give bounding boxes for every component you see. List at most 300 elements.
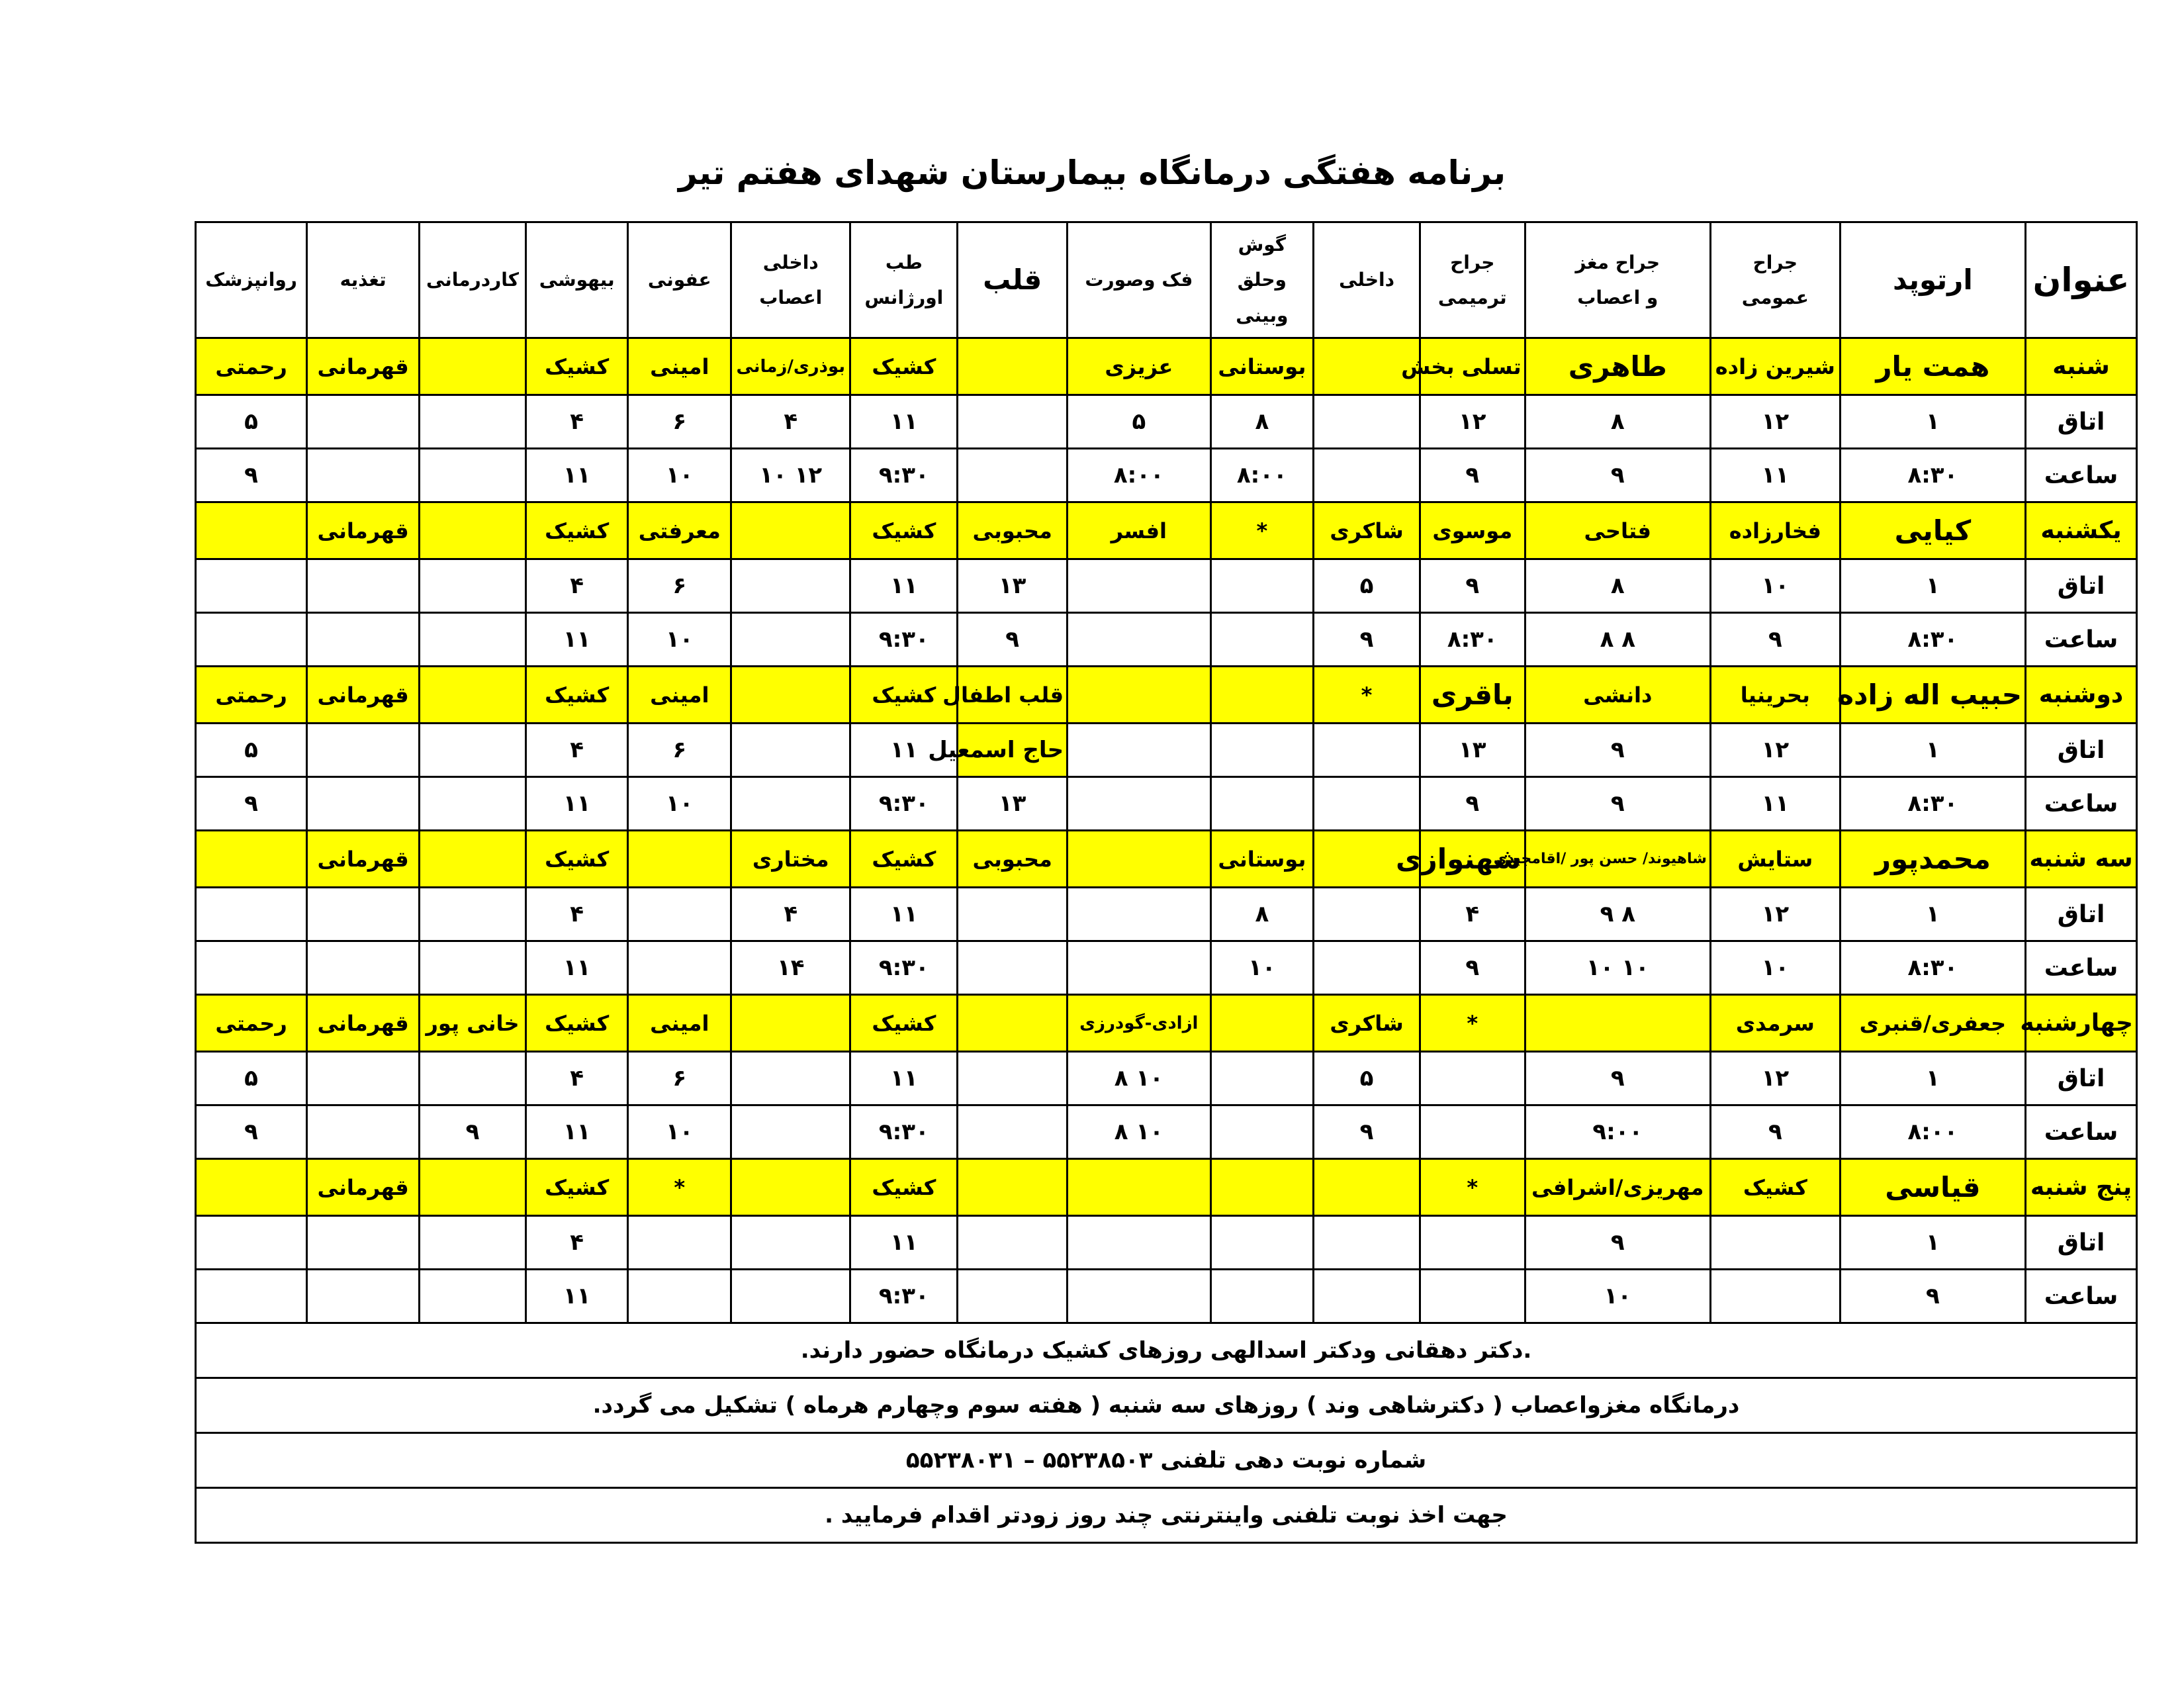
schedule-cell: عزیزی (1068, 338, 1210, 395)
time-row (196, 449, 2137, 502)
schedule-cell: شاکری (1314, 502, 1420, 559)
schedule-cell (307, 395, 420, 449)
room-row (196, 559, 2137, 613)
schedule-cell: ۹ (1420, 941, 1525, 995)
schedule-cell: ۵ (1314, 1052, 1420, 1105)
schedule-cell (307, 941, 420, 995)
schedule-cell: ۵ (196, 395, 307, 449)
schedule-cell (420, 559, 526, 613)
row-label: دوشنبه (2026, 667, 2137, 724)
schedule-cell: ۸ ۸ (1525, 613, 1710, 667)
schedule-cell: کشیک (525, 338, 628, 395)
schedule-cell (1210, 1159, 1314, 1216)
schedule-cell (420, 338, 526, 395)
schedule-cell (307, 888, 420, 941)
schedule-cell: ۴ (1420, 888, 1525, 941)
day-row (196, 831, 2137, 888)
time-row (196, 613, 2137, 667)
schedule-cell: ۱ (1840, 888, 2025, 941)
schedule-cell (1420, 1052, 1525, 1105)
schedule-cell (958, 1159, 1068, 1216)
row-label: چهارشنبه (2026, 995, 2137, 1052)
schedule-cell: ۸ (1210, 395, 1314, 449)
row-label: ساعت (2026, 1270, 2137, 1323)
schedule-cell (196, 559, 307, 613)
schedule-cell: افسر (1068, 502, 1210, 559)
header-cell: جراح ترمیمی (1420, 222, 1525, 338)
schedule-cell (1314, 1159, 1420, 1216)
schedule-cell: کشیک (525, 1159, 628, 1216)
day-row (196, 667, 2137, 724)
header-cell: ارتوپد (1840, 222, 2025, 338)
schedule-cell: ۱۰ (1210, 941, 1314, 995)
schedule-cell: محبوبی (958, 831, 1068, 888)
weekly-schedule-table (195, 221, 2138, 1544)
schedule-cell (958, 338, 1068, 395)
schedule-cell: سرمدی (1710, 995, 1840, 1052)
schedule-cell: قهرمانی (307, 995, 420, 1052)
schedule-cell: ۱۲ ۱۰ (731, 449, 850, 502)
row-label: اتاق (2026, 395, 2137, 449)
schedule-cell: امینی (628, 995, 731, 1052)
schedule-cell: فتاحی (1525, 502, 1710, 559)
schedule-cell: ۱ (1840, 1052, 2025, 1105)
schedule-cell: ۶ (628, 395, 731, 449)
schedule-cell (1314, 777, 1420, 831)
schedule-cell (1710, 1270, 1840, 1323)
schedule-cell (731, 502, 850, 559)
schedule-cell (196, 1270, 307, 1323)
schedule-cell: فخارزاده (1710, 502, 1840, 559)
schedule-cell (1068, 1159, 1210, 1216)
schedule-cell (307, 1105, 420, 1159)
schedule-cell (1314, 1270, 1420, 1323)
schedule-cell (958, 1270, 1068, 1323)
header-row (196, 222, 2137, 338)
schedule-cell: حبیب اله زاده (1840, 667, 2025, 724)
schedule-cell: قهرمانی (307, 1159, 420, 1216)
schedule-cell: ۹ (1314, 613, 1420, 667)
schedule-cell: ۱۰ (628, 1105, 731, 1159)
schedule-cell: شهنوازی (1420, 831, 1525, 888)
schedule-cell (958, 1216, 1068, 1270)
schedule-cell: ۱۱ (850, 559, 958, 613)
schedule-cell: ۶ (628, 724, 731, 777)
header-cell: جراح مغز و اعصاب (1525, 222, 1710, 338)
row-label: پنج شنبه (2026, 1159, 2137, 1216)
schedule-cell (1068, 1270, 1210, 1323)
schedule-cell: خانی پور (420, 995, 526, 1052)
schedule-cell (1068, 777, 1210, 831)
schedule-cell: ۱۱ (1710, 449, 1840, 502)
schedule-cell: ۱ (1840, 1216, 2025, 1270)
row-label: یکشنبه (2026, 502, 2137, 559)
schedule-cell: ۴ (525, 888, 628, 941)
schedule-cell: کشیک (850, 831, 958, 888)
schedule-cell: ۹ (1420, 449, 1525, 502)
schedule-cell: ۶ (628, 559, 731, 613)
day-row (196, 1159, 2137, 1216)
schedule-cell: ۴ (731, 395, 850, 449)
header-cell: جراح عمومی (1710, 222, 1840, 338)
schedule-cell: بوذری/زمانی (731, 338, 850, 395)
schedule-cell: ۴ (525, 395, 628, 449)
schedule-cell: ۱۳ (958, 559, 1068, 613)
schedule-cell (1068, 667, 1210, 724)
note-text: .دکتر دهقانی ودکتر اسدالهی روزهای کشیک درمانگاه حضور دارند. (196, 1323, 2137, 1378)
schedule-cell (1068, 1216, 1210, 1270)
schedule-cell: رحمتی (196, 338, 307, 395)
schedule-cell: همت یار (1840, 338, 2025, 395)
schedule-cell: کشیک (850, 995, 958, 1052)
schedule-cell: ۱۲ (1710, 395, 1840, 449)
schedule-cell (420, 502, 526, 559)
schedule-cell: کشیک (850, 502, 958, 559)
schedule-cell (196, 613, 307, 667)
room-row (196, 724, 2137, 777)
time-row (196, 941, 2137, 995)
schedule-cell (420, 1216, 526, 1270)
schedule-cell: ۱ (1840, 724, 2025, 777)
header-cell: عفونی (628, 222, 731, 338)
note-text: جهت اخذ نوبت تلفنی واینترنتی چند روز زودتر اقدام فرمایید . (196, 1488, 2137, 1543)
schedule-cell (1210, 995, 1314, 1052)
schedule-cell: ۸:۳۰ (1420, 613, 1525, 667)
schedule-cell: دانشی (1525, 667, 1710, 724)
schedule-cell: ازادی-گودرزی (1068, 995, 1210, 1052)
schedule-cell (628, 941, 731, 995)
schedule-cell: ۱۲ (1710, 1052, 1840, 1105)
header-cell: داخلی (1314, 222, 1420, 338)
schedule-cell: ۹ (1710, 613, 1840, 667)
header-cell: داخلی اعصاب (731, 222, 850, 338)
schedule-cell: ۱۳ (958, 777, 1068, 831)
schedule-cell: ۱۱ (525, 1105, 628, 1159)
schedule-cell (731, 1270, 850, 1323)
schedule-cell (307, 559, 420, 613)
schedule-cell (731, 1159, 850, 1216)
schedule-cell: کشیک (850, 338, 958, 395)
schedule-cell: ۱۳ (1420, 724, 1525, 777)
schedule-cell: مهریزی/اشرافی (1525, 1159, 1710, 1216)
schedule-cell: ۱۰ (628, 777, 731, 831)
schedule-cell (958, 1052, 1068, 1105)
schedule-cell (731, 995, 850, 1052)
schedule-cell: ستایش (1710, 831, 1840, 888)
schedule-cell (1210, 1052, 1314, 1105)
note-row (196, 1488, 2137, 1543)
schedule-cell (420, 1159, 526, 1216)
row-label: اتاق (2026, 888, 2137, 941)
schedule-cell: کشیک (525, 502, 628, 559)
schedule-cell: شاکری (1314, 995, 1420, 1052)
header-cell: طب اورژانس (850, 222, 958, 338)
schedule-cell: محمدپور (1840, 831, 2025, 888)
schedule-cell (1210, 613, 1314, 667)
schedule-cell (420, 449, 526, 502)
schedule-cell: قهرمانی (307, 831, 420, 888)
header-cell: بیهوشی (525, 222, 628, 338)
schedule-cell (628, 1216, 731, 1270)
schedule-cell (420, 888, 526, 941)
row-label: اتاق (2026, 1216, 2137, 1270)
header-cell: فک وصورت (1068, 222, 1210, 338)
schedule-cell: ۴ (525, 724, 628, 777)
schedule-cell: ۱۱ (850, 1216, 958, 1270)
note-row (196, 1323, 2137, 1378)
schedule-cell: ۱۰ (628, 449, 731, 502)
schedule-cell (958, 941, 1068, 995)
row-label: سه شنبه (2026, 831, 2137, 888)
day-row (196, 995, 2137, 1052)
room-row (196, 888, 2137, 941)
schedule-cell: ۸ (1525, 559, 1710, 613)
schedule-cell: کیایی (1840, 502, 2025, 559)
schedule-cell: کشیک (850, 667, 958, 724)
schedule-cell (1314, 395, 1420, 449)
schedule-cell: قلب اطفال (958, 667, 1068, 724)
schedule-cell (1314, 724, 1420, 777)
schedule-cell (1314, 888, 1420, 941)
schedule-cell (958, 395, 1068, 449)
schedule-cell: قهرمانی (307, 338, 420, 395)
schedule-cell (1420, 1270, 1525, 1323)
schedule-cell: ۱۱ (850, 888, 958, 941)
room-row (196, 395, 2137, 449)
schedule-cell (1068, 941, 1210, 995)
schedule-cell: شاهیوند/ حسن پور /اقامجیدی (1525, 831, 1710, 888)
schedule-cell (628, 888, 731, 941)
schedule-cell (1068, 613, 1210, 667)
schedule-cell: ۸ (1210, 888, 1314, 941)
schedule-cell: ۵ (1314, 559, 1420, 613)
schedule-cell: * (1314, 667, 1420, 724)
schedule-cell: ۹ (1314, 1105, 1420, 1159)
header-cell: قلب (958, 222, 1068, 338)
schedule-cell: ۹:۰۰ (1525, 1105, 1710, 1159)
schedule-cell: ۱۱ (525, 449, 628, 502)
schedule-cell: * (1420, 1159, 1525, 1216)
schedule-cell (958, 1105, 1068, 1159)
schedule-cell (628, 1270, 731, 1323)
schedule-cell: ۴ (731, 888, 850, 941)
schedule-cell: ۱۲ (1710, 888, 1840, 941)
header-cell: گوش وحلق وبینی (1210, 222, 1314, 338)
schedule-cell (420, 941, 526, 995)
schedule-cell: امینی (628, 338, 731, 395)
schedule-cell (1314, 941, 1420, 995)
schedule-cell: ۱۰ ۸ (1068, 1052, 1210, 1105)
schedule-cell: ۸:۳۰ (1840, 613, 2025, 667)
row-label: اتاق (2026, 559, 2137, 613)
schedule-cell (1210, 559, 1314, 613)
schedule-cell (1314, 449, 1420, 502)
schedule-cell (958, 449, 1068, 502)
schedule-cell: رحمتی (196, 667, 307, 724)
schedule-cell: ۸:۳۰ (1840, 449, 2025, 502)
schedule-cell (731, 667, 850, 724)
schedule-cell: کشیک (850, 1159, 958, 1216)
schedule-cell (307, 449, 420, 502)
schedule-cell (420, 724, 526, 777)
schedule-cell (731, 1216, 850, 1270)
schedule-cell (196, 831, 307, 888)
schedule-cell (420, 1052, 526, 1105)
row-label: ساعت (2026, 1105, 2137, 1159)
schedule-cell: ۸:۳۰ (1840, 777, 2025, 831)
schedule-cell (958, 888, 1068, 941)
note-text: درمانگاه مغزواعصاب ( دکترشاهی وند ) روزهای سه شنبه ( هفته سوم وچهارم هرماه ) تشکیل می گردد. (196, 1378, 2137, 1433)
row-label: اتاق (2026, 724, 2137, 777)
schedule-cell: ۱۱ (850, 724, 958, 777)
schedule-cell (307, 724, 420, 777)
schedule-cell: * (1420, 995, 1525, 1052)
schedule-cell (420, 395, 526, 449)
schedule-cell: قهرمانی (307, 667, 420, 724)
row-label: اتاق (2026, 1052, 2137, 1105)
schedule-cell (307, 1052, 420, 1105)
schedule-cell: ۱۲ (1710, 724, 1840, 777)
schedule-cell (1068, 559, 1210, 613)
schedule-cell: ۸:۰۰ (1068, 449, 1210, 502)
schedule-cell: ۹ (1525, 777, 1710, 831)
schedule-cell: ۱۱ (525, 1270, 628, 1323)
schedule-cell (1314, 1216, 1420, 1270)
schedule-cell (420, 831, 526, 888)
schedule-cell: ۶ (628, 1052, 731, 1105)
schedule-cell (1420, 1216, 1525, 1270)
schedule-cell: * (1210, 502, 1314, 559)
schedule-cell (1525, 995, 1710, 1052)
schedule-cell (731, 777, 850, 831)
time-row (196, 777, 2137, 831)
schedule-cell: ۹:۳۰ (850, 941, 958, 995)
schedule-cell (196, 941, 307, 995)
day-row (196, 502, 2137, 559)
schedule-cell: ۹:۳۰ (850, 613, 958, 667)
schedule-cell: حاج اسمعیل (958, 724, 1068, 777)
header-cell: تغذیه (307, 222, 420, 338)
schedule-cell: قهرمانی (307, 502, 420, 559)
schedule-cell (1210, 1270, 1314, 1323)
schedule-cell: ۱۱ (525, 613, 628, 667)
schedule-cell: ۹ (1420, 777, 1525, 831)
schedule-cell (1210, 667, 1314, 724)
schedule-cell: کشیک (525, 667, 628, 724)
schedule-cell (1210, 724, 1314, 777)
schedule-cell: ۹ (1525, 1216, 1710, 1270)
schedule-cell (1068, 888, 1210, 941)
schedule-cell: ۱۱ (850, 1052, 958, 1105)
schedule-cell: کشیک (525, 995, 628, 1052)
schedule-cell: ۹:۳۰ (850, 777, 958, 831)
row-label: ساعت (2026, 449, 2137, 502)
schedule-cell: شیرین زاده (1710, 338, 1840, 395)
schedule-cell: ۸:۰۰ (1210, 449, 1314, 502)
schedule-cell (1068, 831, 1210, 888)
schedule-cell (196, 502, 307, 559)
note-text: شماره نوبت دهی تلفنی ۵۵۲۳۸۵۰۳ – ۵۵۲۳۸۰۳۱ (196, 1433, 2137, 1488)
row-label: ساعت (2026, 613, 2137, 667)
row-label: ساعت (2026, 777, 2137, 831)
schedule-cell: ۹ (196, 1105, 307, 1159)
header-cell: عنوان (2026, 222, 2137, 338)
schedule-cell: ۱ (1840, 559, 2025, 613)
schedule-cell: ۱۱ (525, 777, 628, 831)
header-cell: کاردرمانی (420, 222, 526, 338)
schedule-cell: ۹:۳۰ (850, 1105, 958, 1159)
schedule-cell: ۱۰ (628, 613, 731, 667)
room-row (196, 1052, 2137, 1105)
schedule-cell (420, 613, 526, 667)
time-row (196, 1105, 2137, 1159)
schedule-cell (731, 724, 850, 777)
schedule-cell (731, 1105, 850, 1159)
schedule-cell (420, 1270, 526, 1323)
schedule-cell: ۱۱ (850, 395, 958, 449)
schedule-cell: ۱۴ (731, 941, 850, 995)
schedule-cell: ۹ (1525, 1052, 1710, 1105)
time-row (196, 1270, 2137, 1323)
schedule-cell (1210, 1216, 1314, 1270)
schedule-cell: ۱۰ (1710, 559, 1840, 613)
schedule-cell (307, 1216, 420, 1270)
schedule-cell: ۸ (1525, 395, 1710, 449)
header-cell: روانپزشک (196, 222, 307, 338)
schedule-cell: مختاری (731, 831, 850, 888)
schedule-cell: بحرینیا (1710, 667, 1840, 724)
schedule-cell: ۱۰ (1525, 1270, 1710, 1323)
row-label: شنبه (2026, 338, 2137, 395)
schedule-cell: بوستانی (1210, 831, 1314, 888)
schedule-cell: رحمتی (196, 995, 307, 1052)
schedule-cell (307, 1270, 420, 1323)
schedule-cell: ۹ (1420, 559, 1525, 613)
schedule-cell: بوستانی (1210, 338, 1314, 395)
schedule-cell (1420, 1105, 1525, 1159)
schedule-cell (731, 559, 850, 613)
row-label: ساعت (2026, 941, 2137, 995)
schedule-cell: جعفری/قنبری (1840, 995, 2025, 1052)
schedule-cell (628, 831, 731, 888)
schedule-cell: ۴ (525, 1052, 628, 1105)
schedule-cell: ۹ (420, 1105, 526, 1159)
schedule-cell: کشیک (1710, 1159, 1840, 1216)
schedule-cell: * (628, 1159, 731, 1216)
schedule-cell: ۹ (1525, 449, 1710, 502)
schedule-cell: ۱۰ ۱۰ (1525, 941, 1710, 995)
schedule-cell: باقری (1420, 667, 1525, 724)
schedule-cell: موسوی (1420, 502, 1525, 559)
schedule-cell: ۹:۳۰ (850, 1270, 958, 1323)
schedule-cell: معرفتی (628, 502, 731, 559)
schedule-cell (1210, 1105, 1314, 1159)
schedule-cell (196, 1216, 307, 1270)
note-row (196, 1378, 2137, 1433)
schedule-cell: طاهری (1525, 338, 1710, 395)
schedule-cell: ۴ (525, 1216, 628, 1270)
schedule-cell: ۸ ۹ (1525, 888, 1710, 941)
schedule-cell: ۹:۳۰ (850, 449, 958, 502)
schedule-cell: محبوبی (958, 502, 1068, 559)
schedule-cell: امینی (628, 667, 731, 724)
schedule-cell: ۱۱ (1710, 777, 1840, 831)
schedule-cell: قیاسی (1840, 1159, 2025, 1216)
note-row (196, 1433, 2137, 1488)
schedule-cell (307, 613, 420, 667)
schedule-cell: تسلی بخش (1420, 338, 1525, 395)
schedule-cell: ۱۱ (525, 941, 628, 995)
